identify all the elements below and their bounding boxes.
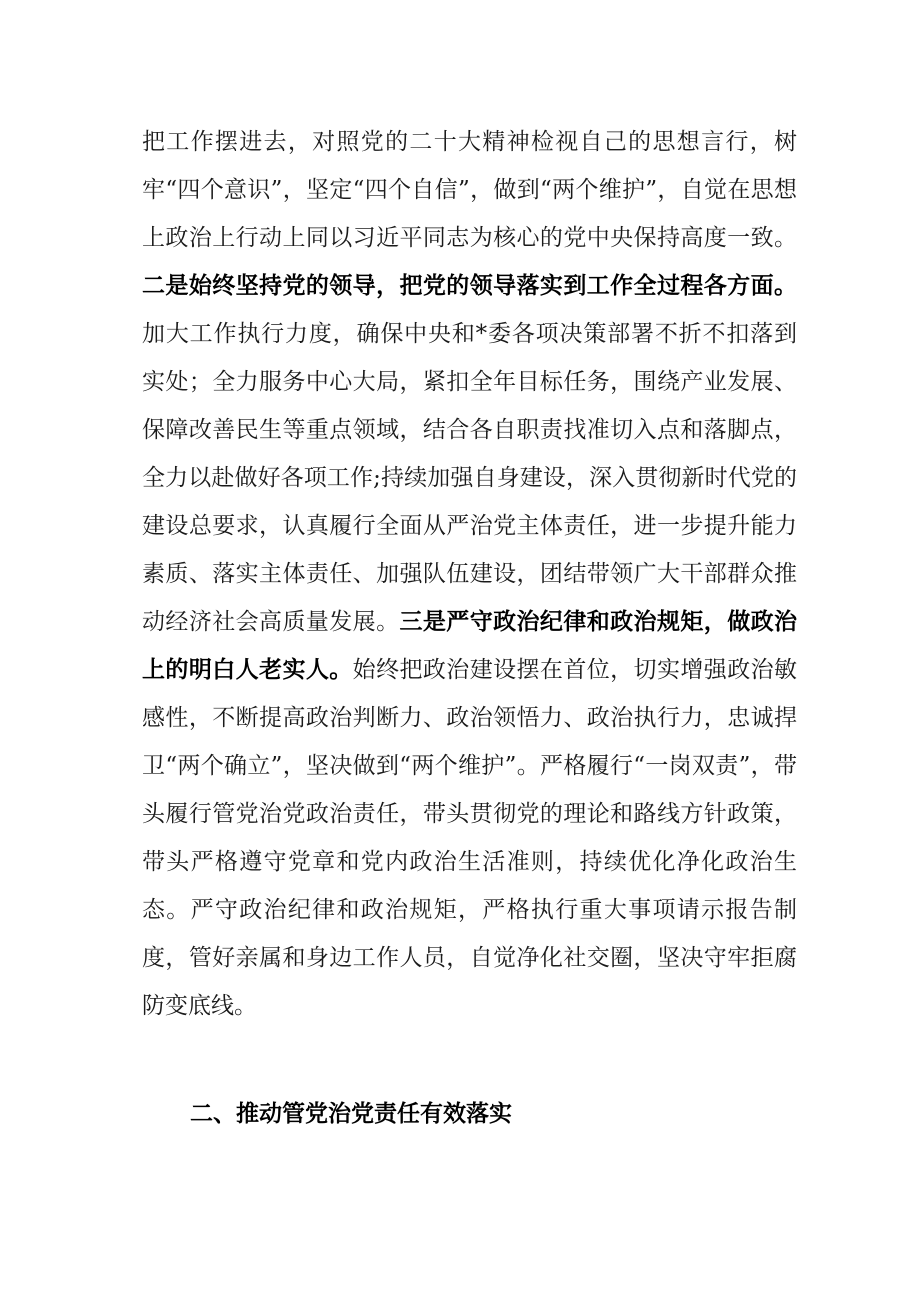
point-three-body: 始终把政治建设摆在首位，切实增强政治敏感性，不断提高政治判断力、政治领悟力、政治执行力，忠诚捍卫“两个确立”，坚决做到“两个维护”。严格履行“一岗双责”，带头履行管党治党政治责任，带头贯彻党的理论和路线方针政策，带头严格遵守党章和党内政治生活准则，持续优化净化政治生态。严守政治纪律和政治规矩，严格执行重大事项请示报告制度，管好亲属和身边工作人员，自觉净化社交圈，坚决守牢拒腐防变底线。 — [142, 657, 798, 1019]
section-heading: 二、推动管党治党责任有效落实 — [190, 1100, 512, 1127]
point-three-heading: 三是严守政治纪律和政治规矩，做政治上的明白人老实人。 — [142, 608, 798, 683]
paragraph-text — [142, 118, 797, 1030]
body-paragraph — [142, 118, 797, 1030]
point-two-heading: 二是始终坚持党的领导，把党的领导落实到工作全过程各方面。 — [142, 272, 797, 299]
point-two-body: 加大工作执行力度，确保中央和*委各项决策部署不折不扣落到实处；全力服务中心大局，紧扣全年目标任务，围绕产业发展、保障改善民生等重点领域，结合各自职责找准切入点和落脚点，全力以赴做好各项工作;持续加强自身建设，深入贯彻新时代党的建设总要求，认真履行全面从严治党主体责任，进一步提升能力素质、落实主体责任、加强队伍建设，团结带领广大干部群众推动经济社会高质量发展。 — [142, 321, 797, 635]
paragraph-segment-intro: 把工作摆进去，对照党的二十大精神检视自己的思想言行，树牢“四个意识”，坚定“四个自信”，做到“两个维护”，自觉在思想上政治上行动上同以习近平同志为核心的党中央保持高度一致。 — [142, 129, 797, 251]
